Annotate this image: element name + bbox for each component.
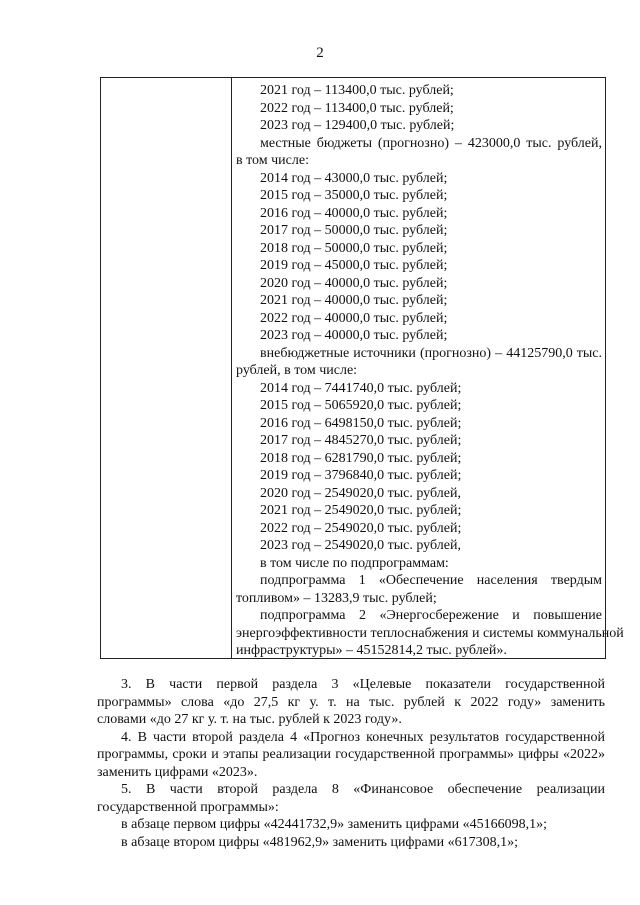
paragraph-line: программы» слова «до 27,5 кг у. т. на тыс. рублей к 2022 году» заменить: [97, 694, 605, 710]
table-line: 2022 год – 113400,0 тыс. рублей;: [260, 100, 454, 116]
table-line: 2016 год – 40000,0 тыс. рублей;: [260, 205, 448, 221]
table-line: 2019 год – 3796840,0 тыс. рублей;: [260, 468, 462, 483]
paragraph-line: государственной программы»:: [97, 799, 279, 815]
table-line: инфраструктуры» – 45152814,2 тыс. рублей».: [236, 643, 507, 658]
table-line: 2023 год – 129400,0 тыс. рублей;: [260, 118, 455, 133]
table-line: 2021 год – 2549020,0 тыс. рублей;: [260, 503, 462, 518]
table-line: подпрограмма 2 «Энергосбережение и повышение: [260, 608, 602, 623]
table-line: 2015 год – 35000,0 тыс. рублей;: [260, 188, 448, 203]
table-line: 2017 год – 4845270,0 тыс. рублей;: [260, 433, 462, 448]
funding-table: [100, 77, 624, 659]
paragraph-line: 4. В части второй раздела 4 «Прогноз конечных результатов государственной: [121, 729, 605, 745]
table-line: в том числе по подпрограммам:: [260, 555, 449, 571]
paragraph-line: словами «до 27 кг у. т. на тыс. рублей к 2023 году».: [97, 712, 402, 727]
paragraph: [97, 729, 605, 782]
table-line: подпрограмма 1 «Обеспечение населения твердым: [260, 573, 602, 588]
table-line: 2019 год – 45000,0 тыс. рублей;: [260, 258, 448, 273]
table-line: 2017 год – 50000,0 тыс. рублей;: [260, 223, 448, 238]
table-line: 2023 год – 2549020,0 тыс. рублей,: [260, 538, 461, 553]
table-line: 2021 год – 40000,0 тыс. рублей;: [260, 293, 448, 308]
table-line: топливом» – 13283,9 тыс. рублей;: [236, 590, 437, 606]
table-line: 2023 год – 40000,0 тыс. рублей;: [260, 328, 448, 343]
paragraph-line: программы, сроки и этапы реализации государственной программы» цифры «2022»: [97, 747, 605, 762]
paragraph-line: 5. В части второй раздела 8 «Финансовое обеспечение реализации: [121, 782, 605, 797]
table-line: внебюджетные источники (прогнозно) – 44125790,0 тыс.: [260, 345, 602, 361]
table-line: в том числе:: [236, 153, 309, 168]
table-line: 2018 год – 6281790,0 тыс. рублей;: [260, 450, 462, 466]
page-number: 2: [316, 45, 324, 61]
table-line: 2021 год – 113400,0 тыс. рублей;: [260, 83, 454, 98]
table-line: местные бюджеты (прогнозно) – 423000,0 тыс. рублей,: [260, 135, 602, 151]
amendment-paragraphs: [97, 676, 605, 851]
table-line: 2020 год – 2549020,0 тыс. рублей,: [260, 485, 461, 501]
table-column-divider: [231, 78, 232, 658]
paragraph: [97, 676, 605, 729]
paragraph-line: заменить цифрами «2023».: [97, 764, 258, 780]
paragraph-line: 3. В части первой раздела 3 «Целевые показатели государственной: [121, 677, 605, 692]
paragraph-line: в абзаце первом цифры «42441732,9» заменить цифрами «45166098,1»;: [121, 817, 547, 832]
table-line: 2015 год – 5065920,0 тыс. рублей;: [260, 398, 462, 413]
table-line: 2022 год – 40000,0 тыс. рублей;: [260, 310, 448, 326]
table-line: 2014 год – 43000,0 тыс. рублей;: [260, 170, 448, 186]
table-line: 2018 год – 50000,0 тыс. рублей;: [260, 240, 448, 256]
table-line: 2022 год – 2549020,0 тыс. рублей;: [260, 520, 462, 536]
table-line: 2020 год – 40000,0 тыс. рублей;: [260, 275, 448, 291]
paragraph: [97, 781, 605, 851]
table-line: энергоэффективности теплоснабжения и системы коммунальной: [236, 625, 624, 641]
table-line: рублей, в том числе:: [236, 363, 358, 378]
paragraph-line: в абзаце втором цифры «481962,9» заменить цифрами «617308,1»;: [121, 834, 518, 850]
table-line: 2016 год – 6498150,0 тыс. рублей;: [260, 415, 462, 431]
table-line: 2014 год – 7441740,0 тыс. рублей;: [260, 380, 462, 396]
funding-table-cell: [236, 82, 624, 660]
